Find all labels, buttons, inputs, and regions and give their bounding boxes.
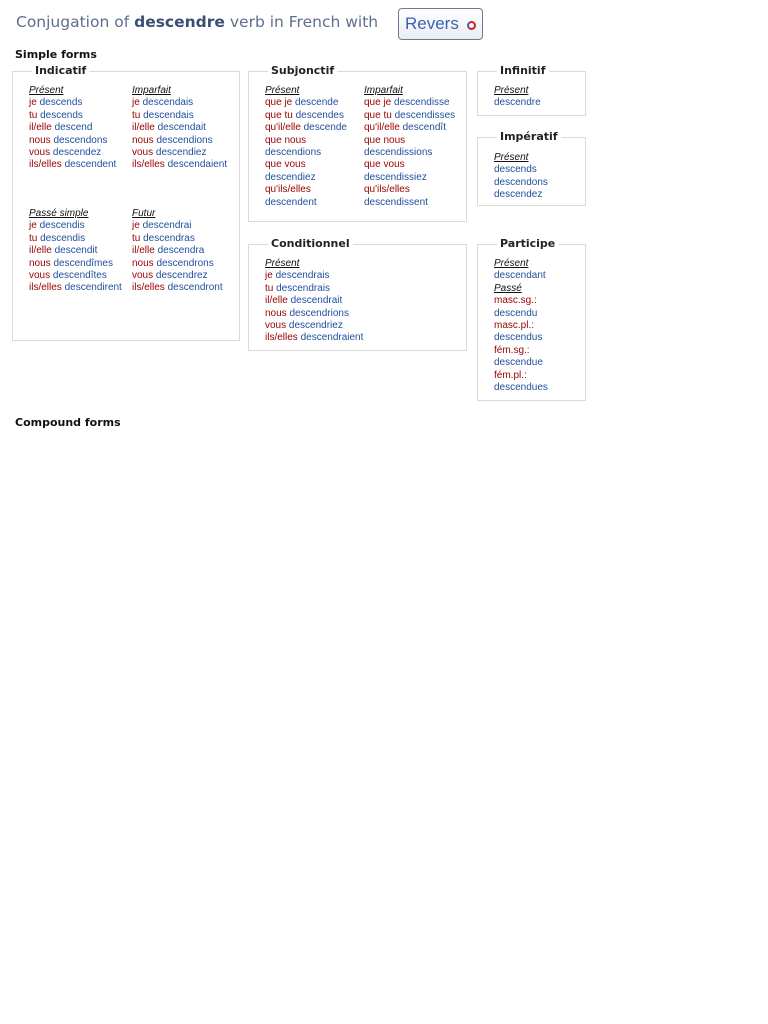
pronoun: nous: [29, 257, 51, 269]
pronoun: fém.pl.:: [494, 369, 527, 381]
verb-form: descendent: [64, 159, 117, 171]
pronoun: que je: [364, 97, 392, 109]
tense-label: Présent: [494, 152, 529, 163]
pronoun: vous: [29, 270, 51, 282]
conjugation-row: [494, 357, 548, 369]
indicatif-imparfait: [132, 85, 227, 172]
verb-form: descendait: [157, 122, 206, 134]
conjugation-row: [132, 122, 227, 134]
verb-form: descendîmes: [53, 257, 113, 269]
verb-form: descendissiez: [364, 171, 427, 183]
verb-form: descendra: [157, 245, 205, 257]
conjugation-row: [494, 189, 548, 201]
pronoun: qu'il/elle: [364, 122, 400, 134]
tense-label: Imparfait: [132, 85, 171, 96]
conjugation-row: [29, 122, 116, 134]
verb-form: descendais: [142, 97, 194, 109]
conjugation-row: [364, 110, 455, 122]
verb-form: descendrez: [155, 270, 208, 282]
conjugation-row: [364, 197, 455, 209]
verb-form: descendue: [494, 357, 543, 369]
logo-icon: [467, 21, 476, 30]
verb-form: descendant: [494, 270, 546, 282]
conjugation-row: [265, 295, 363, 307]
conjugation-row: [364, 122, 455, 134]
pronoun: tu: [29, 109, 38, 121]
verb-form: descendras: [143, 232, 195, 244]
conjugation-row: [132, 282, 223, 294]
verb-form: descendis: [39, 220, 85, 232]
verb-form: descende: [303, 122, 347, 134]
conjugation-row: [265, 270, 363, 282]
pronoun: ils/elles: [132, 282, 165, 294]
conjugation-row: [132, 233, 223, 245]
pronoun: que nous: [364, 134, 406, 146]
verb-form: descendîtes: [52, 270, 107, 282]
conjugation-row: [29, 245, 122, 257]
conjugation-row: [265, 283, 363, 295]
tense-label: Futur: [132, 208, 156, 219]
verb-form: descendrais: [275, 270, 330, 282]
conjugation-row: [494, 345, 548, 357]
conjugation-row: [132, 258, 223, 270]
verb-form: descendes: [295, 109, 344, 121]
conjugation-row: [265, 135, 347, 147]
verb-form: descendisse: [394, 97, 450, 109]
verb-form: descendions: [156, 134, 213, 146]
pronoun: je: [29, 97, 37, 109]
verb-form: descendez: [494, 189, 543, 201]
conjugation-row: [494, 332, 548, 344]
pronoun: ils/elles: [132, 159, 165, 171]
pronoun: il/elle: [29, 245, 52, 257]
conjugation-row: [29, 270, 122, 282]
conjugation-row: [132, 220, 223, 232]
conjugation-row: [364, 172, 455, 184]
participe-present: [494, 258, 548, 283]
pronoun: il/elle: [265, 295, 288, 307]
conjugation-row: [494, 177, 548, 189]
pronoun: vous: [265, 320, 287, 332]
pronoun: fém.sg.:: [494, 344, 530, 356]
verb-form: descendit: [54, 245, 98, 257]
verb-form: descendront: [167, 282, 223, 294]
verb-form: descendissent: [364, 196, 428, 208]
indicatif-title: Indicatif: [32, 64, 89, 77]
pronoun: je: [132, 220, 140, 232]
verb-form: descendisses: [394, 109, 456, 121]
indicatif-futur: [132, 208, 223, 295]
participe-title: Participe: [497, 237, 558, 250]
verb-form: descendrais: [276, 282, 331, 294]
conjugation-row: [29, 233, 122, 245]
pronoun: que tu: [364, 109, 392, 121]
conjugation-row: [29, 97, 116, 109]
conjugation-row: [29, 220, 122, 232]
tense-label: Présent: [494, 258, 529, 269]
pronoun: vous: [132, 270, 154, 282]
conjugation-row: [265, 184, 347, 196]
conjugation-row: [132, 147, 227, 159]
pronoun: que tu: [265, 109, 293, 121]
pronoun: nous: [132, 257, 154, 269]
pronoun: je: [265, 270, 273, 282]
verb-form: descendrions: [289, 307, 349, 319]
participe-passe: [494, 283, 548, 395]
conjugation-row: [29, 282, 122, 294]
conjugation-row: [132, 270, 223, 282]
verb-form: descendrait: [290, 295, 343, 307]
verb-form: descends: [40, 109, 83, 121]
pronoun: nous: [265, 307, 287, 319]
pronoun: tu: [29, 232, 38, 244]
conjugation-row: [132, 97, 227, 109]
conjugation-row: [364, 147, 455, 159]
logo-text: Revers: [405, 14, 459, 33]
infinitif-box: [477, 64, 586, 116]
verb-form: descendissions: [364, 147, 433, 159]
page-title: Conjugation of descendre verb in French with: [16, 13, 379, 31]
verb-form: descendis: [40, 232, 86, 244]
conjugation-row: [265, 320, 363, 332]
conjugation-row: [265, 332, 363, 344]
pronoun: que je: [265, 97, 293, 109]
verb-form: descendais: [143, 109, 194, 121]
tense-label: Présent: [265, 85, 300, 96]
conjugation-row: [265, 308, 363, 320]
pronoun: ils/elles: [29, 159, 62, 171]
reverso-logo[interactable]: [398, 8, 483, 40]
conjugation-row: [494, 97, 541, 109]
verb-form: descendraient: [300, 332, 364, 344]
conjugation-row: [265, 147, 347, 159]
indicatif-present: [29, 85, 116, 172]
conjugation-row: [265, 97, 347, 109]
conjugation-row: [364, 97, 455, 109]
pronoun: qu'il/elle: [265, 122, 301, 134]
verb-form: descendiez: [155, 147, 207, 159]
pronoun: qu'ils/elles: [265, 184, 311, 196]
verb-form: descends: [39, 97, 83, 109]
pronoun: vous: [29, 147, 51, 159]
conjugation-row: [364, 159, 455, 171]
conditionnel-present: [265, 258, 363, 345]
pronoun: nous: [29, 134, 51, 146]
verb-form: descendons: [53, 134, 108, 146]
conjugation-row: [132, 135, 227, 147]
pronoun: masc.sg.:: [494, 295, 537, 307]
conjugation-row: [364, 184, 455, 196]
subjonctif-present: [265, 85, 347, 209]
tense-label: Présent: [29, 85, 64, 96]
simple-forms-heading: Simple forms: [15, 48, 97, 61]
conjugation-row: [265, 110, 347, 122]
conjugation-row: [29, 110, 116, 122]
verb-form: descendaient: [167, 159, 228, 171]
pronoun: vous: [132, 147, 154, 159]
verb-form: descendrai: [142, 220, 192, 232]
verb-form: descendues: [494, 382, 548, 394]
pronoun: que vous: [364, 159, 405, 171]
subjonctif-title: Subjonctif: [268, 64, 337, 77]
verb-form: descend: [54, 122, 93, 134]
pronoun: ils/elles: [265, 332, 298, 344]
compound-forms-heading: Compound forms: [15, 416, 121, 429]
verb-form: descendriez: [288, 320, 343, 332]
conjugation-row: [494, 295, 548, 307]
conjugation-row: [29, 135, 116, 147]
tense-label: Présent: [494, 85, 529, 96]
participe-box: [477, 237, 586, 401]
pronoun: il/elle: [132, 122, 155, 134]
imperatif-present: [494, 152, 548, 202]
conditionnel-title: Conditionnel: [268, 237, 353, 250]
conditionnel-box: [248, 237, 467, 351]
verb-form: descendre: [494, 97, 541, 109]
pronoun: il/elle: [132, 245, 155, 257]
pronoun: tu: [132, 232, 141, 244]
pronoun: tu: [132, 109, 141, 121]
conjugation-row: [494, 164, 548, 176]
tense-label: Passé: [494, 282, 522, 294]
verb-form: descendent: [265, 196, 317, 208]
infinitif-present: [494, 85, 541, 110]
conjugation-row: [132, 159, 227, 171]
conjugation-row: [29, 258, 122, 270]
verb-form: descends: [494, 164, 537, 176]
conjugation-row: [265, 172, 347, 184]
verb-form: descendus: [494, 332, 543, 344]
conjugation-row: [132, 245, 223, 257]
pronoun: masc.pl.:: [494, 320, 535, 332]
tense-label: Présent: [265, 258, 300, 269]
conjugation-row: [265, 122, 347, 134]
subjonctif-imparfait: [364, 85, 455, 209]
tense-label: Imparfait: [364, 85, 403, 96]
conjugation-row: [132, 110, 227, 122]
subjonctif-box: [248, 64, 467, 222]
pronoun: que nous: [265, 134, 307, 146]
conjugation-row: [494, 308, 548, 320]
verb-form: descendu: [494, 307, 538, 319]
pronoun: que vous: [265, 159, 306, 171]
conjugation-row: [29, 159, 116, 171]
verb-form: descendons: [494, 176, 548, 188]
verb-form: descendît: [402, 122, 446, 134]
verb-form: descendez: [52, 147, 102, 159]
imperatif-title: Impératif: [497, 130, 561, 143]
pronoun: il/elle: [29, 122, 52, 134]
conjugation-row: [265, 159, 347, 171]
verb-form: descendirent: [64, 282, 122, 294]
pronoun: ils/elles: [29, 282, 62, 294]
pronoun: tu: [265, 282, 274, 294]
pronoun: qu'ils/elles: [364, 184, 410, 196]
conjugation-row: [494, 270, 548, 282]
participe-forms: [494, 258, 548, 394]
conjugation-row: [364, 135, 455, 147]
indicatif-box: [12, 64, 240, 341]
verb-form: descendiez: [265, 171, 316, 183]
infinitif-title: Infinitif: [497, 64, 549, 77]
verb-name: descendre: [134, 13, 225, 31]
tense-label: Passé simple: [29, 208, 89, 219]
pronoun: nous: [132, 134, 154, 146]
pronoun: je: [29, 220, 37, 232]
verb-form: descende: [295, 97, 339, 109]
imperatif-box: [477, 130, 586, 206]
verb-form: descendions: [265, 147, 322, 159]
conjugation-row: [494, 320, 548, 332]
conjugation-row: [265, 197, 347, 209]
indicatif-passe-simple: [29, 208, 122, 295]
conjugation-row: [29, 147, 116, 159]
verb-form: descendrons: [156, 257, 214, 269]
conjugation-row: [494, 382, 548, 394]
conjugation-row: [494, 370, 548, 382]
pronoun: je: [132, 97, 140, 109]
